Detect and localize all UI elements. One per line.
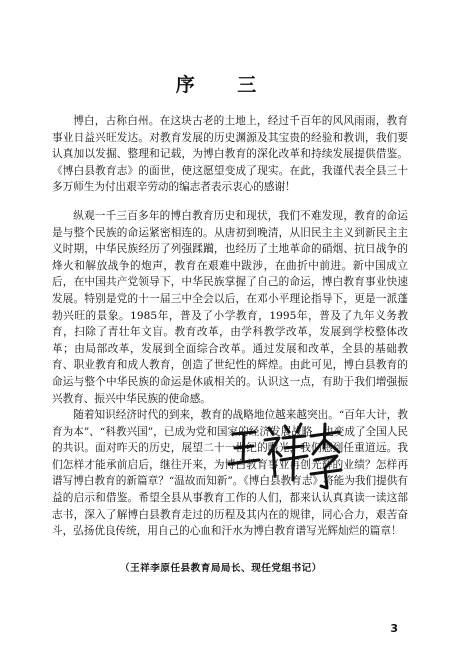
page-title: 序 三 <box>175 74 275 96</box>
author-caption: （王祥李原任县教育局局长、现任党组书记） <box>120 563 322 574</box>
paragraph-3: 随着知识经济时代的到来，教育的战略地位越来越突出。“百年大计，教育为本”、“科教兴国”，已成为党和国家的经济发展战略，也变成了全国人民的共识。面对昨天的历史，展望二十一世纪的曙光，我们感到任重道远。我们怎样才能承前启后，继往开来，为博白教育事业再创光辉的业绩？怎样再谱写博白教育的新篇章？“温故而知新”。《博白县教育志》将能为我们提供有益的启示和借鉴。希望全县从事教育工作的人们，都来认认真真读一读这部志书，深入了解博白县教育走过的历程及其内在的规律，同心合力，艰苦奋斗，弘扬优良传统，用自己的心血和汗水为博白教育谱写光辉灿烂的篇章！ <box>52 409 408 538</box>
paragraph-1: 博白，古称白州。在这块古老的土地上，经过千百年的风风雨雨，教育事业日益兴旺发达。对教育发展的历史渊源及其宝贵的经验和教训，我们要认真加以发掘、整理和记载，为博白教育的深化改革和持续发展提供借鉴。《博白县教育志》的面世，使这愿望变成了现实。在此，我谨代表全县三十多万师生为付出艰辛劳动的编志者表示衷心的感谢！ <box>52 115 408 194</box>
page-number: 3 <box>390 622 398 635</box>
paragraph-2: 纵观一千三百多年的博白教育历史和现状，我们不难发现，教育的命运是与整个民族的命运紧密相连的。从唐初到晚清，从旧民主主义到新民主主义时期，中华民族经历了列强蹂躏，也经历了土地革命的硝烟、抗日战争的烽火和解放战争的炮声，教育在艰难中跋涉，在曲折中前进。新中国成立后，在中国共产党领导下，中华民族掌握了自己的命运，博白教育事业快速发展。特别是党的十一届三中全会以后，在邓小平理论指导下，更是一派蓬勃兴旺的景象。1985年，普及了小学教育，1995年，普及了九年义务教育，扫除了青壮年文盲。教育改革，由学科教学改革，发展到学校整体改革；由局部改革，发展到全面综合改革。通过发展和改革，全县的基础教育、职业教育和成人教育，创造了世纪性的辉煌。由此可见，博白县教育的命运与整个中华民族的命运是休戚相关的。认识这一点，有助于我们增强振兴教育、振兴中华民族的使命感。 <box>52 209 408 405</box>
handwritten-signature <box>225 418 345 498</box>
